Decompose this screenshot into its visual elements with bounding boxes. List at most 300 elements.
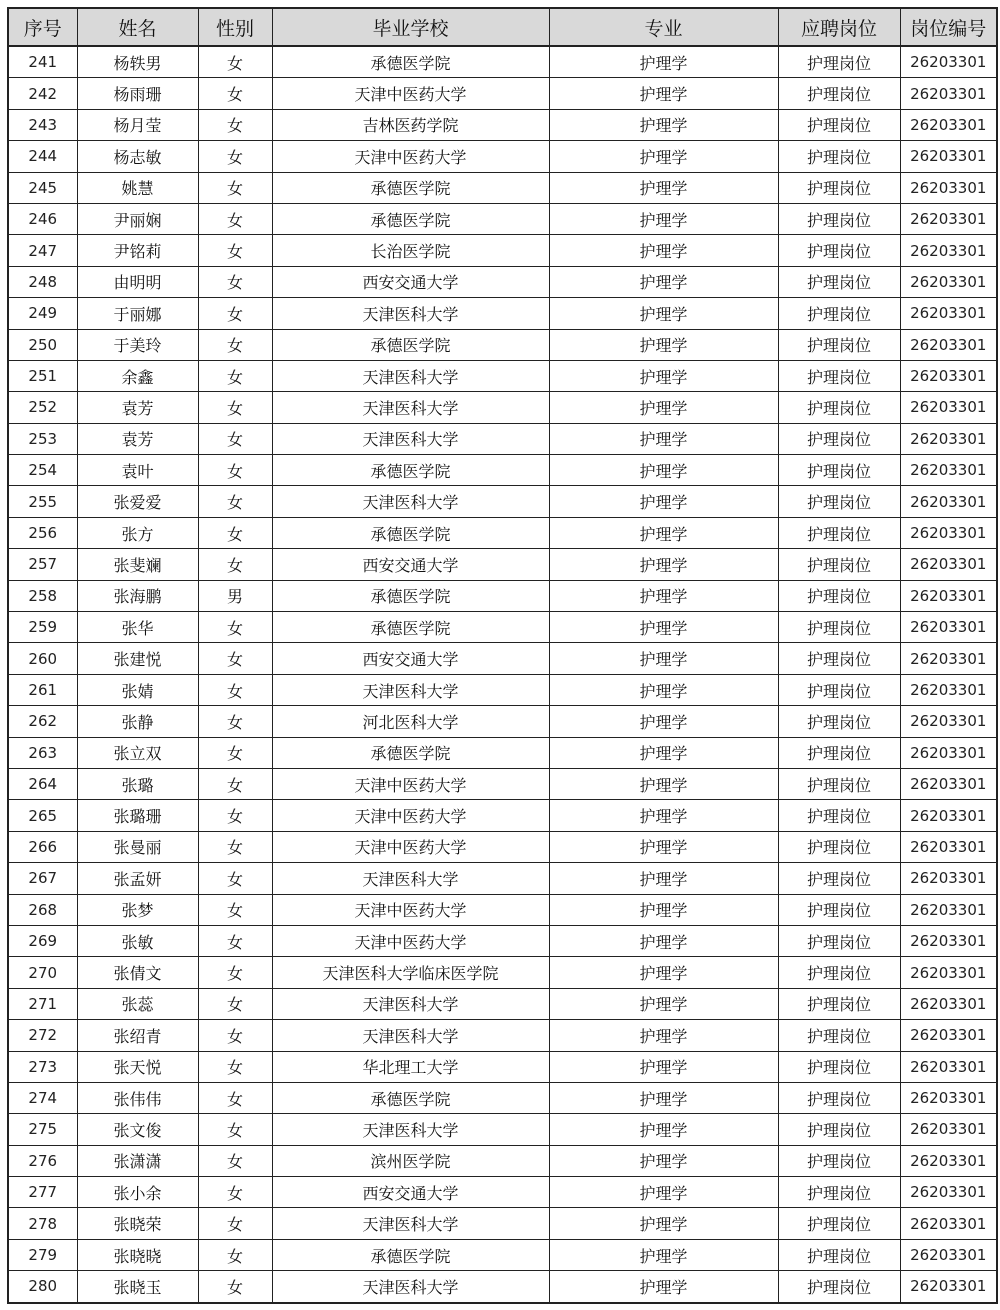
cell-serial-number: 248	[8, 266, 77, 297]
table-row	[8, 957, 997, 988]
cell-major: 护理学	[549, 329, 778, 360]
header-position-code: 岗位编号	[900, 8, 997, 46]
cell-major: 护理学	[549, 674, 778, 705]
table-row	[8, 706, 997, 737]
cell-serial-number: 278	[8, 1208, 77, 1239]
cell-serial-number: 263	[8, 737, 77, 768]
cell-name: 张天悦	[77, 1051, 198, 1082]
cell-major: 护理学	[549, 737, 778, 768]
cell-name: 张孟妍	[77, 863, 198, 894]
cell-position-code: 26203301	[900, 737, 997, 768]
cell-serial-number: 249	[8, 298, 77, 329]
cell-name: 尹丽娴	[77, 203, 198, 234]
cell-name: 杨月莹	[77, 109, 198, 140]
cell-position-code: 26203301	[900, 1020, 997, 1051]
cell-major: 护理学	[549, 1051, 778, 1082]
cell-name: 张婧	[77, 674, 198, 705]
cell-name: 张曼丽	[77, 831, 198, 862]
cell-serial-number: 261	[8, 674, 77, 705]
cell-serial-number: 243	[8, 109, 77, 140]
cell-position-code: 26203301	[900, 109, 997, 140]
cell-gender: 女	[198, 172, 272, 203]
cell-serial-number: 266	[8, 831, 77, 862]
cell-major: 护理学	[549, 46, 778, 78]
cell-position: 护理岗位	[778, 1082, 900, 1113]
cell-position: 护理岗位	[778, 580, 900, 611]
cell-gender: 女	[198, 392, 272, 423]
table-row	[8, 674, 997, 705]
cell-school: 长治医学院	[272, 235, 549, 266]
cell-major: 护理学	[549, 988, 778, 1019]
cell-major: 护理学	[549, 894, 778, 925]
cell-school: 天津中医药大学	[272, 894, 549, 925]
cell-position-code: 26203301	[900, 706, 997, 737]
cell-gender: 女	[198, 831, 272, 862]
cell-name: 姚慧	[77, 172, 198, 203]
cell-position: 护理岗位	[778, 298, 900, 329]
table-row	[8, 549, 997, 580]
cell-position: 护理岗位	[778, 455, 900, 486]
cell-position: 护理岗位	[778, 109, 900, 140]
cell-major: 护理学	[549, 957, 778, 988]
cell-name: 由明明	[77, 266, 198, 297]
cell-serial-number: 271	[8, 988, 77, 1019]
cell-name: 于丽娜	[77, 298, 198, 329]
table-row	[8, 1082, 997, 1113]
cell-serial-number: 258	[8, 580, 77, 611]
cell-name: 张蕊	[77, 988, 198, 1019]
cell-major: 护理学	[549, 203, 778, 234]
cell-serial-number: 279	[8, 1239, 77, 1270]
cell-name: 张晓荣	[77, 1208, 198, 1239]
cell-position: 护理岗位	[778, 925, 900, 956]
cell-position-code: 26203301	[900, 831, 997, 862]
cell-position: 护理岗位	[778, 674, 900, 705]
table-row	[8, 1020, 997, 1051]
cell-position-code: 26203301	[900, 517, 997, 548]
cell-serial-number: 247	[8, 235, 77, 266]
cell-school: 天津医科大学	[272, 1114, 549, 1145]
cell-gender: 女	[198, 674, 272, 705]
cell-serial-number: 272	[8, 1020, 77, 1051]
cell-position: 护理岗位	[778, 957, 900, 988]
table-row	[8, 392, 997, 423]
cell-gender: 女	[198, 612, 272, 643]
cell-position: 护理岗位	[778, 46, 900, 78]
table-row	[8, 1051, 997, 1082]
cell-major: 护理学	[549, 612, 778, 643]
cell-position-code: 26203301	[900, 1208, 997, 1239]
cell-name: 张华	[77, 612, 198, 643]
cell-school: 滨州医学院	[272, 1145, 549, 1176]
cell-school: 天津医科大学	[272, 863, 549, 894]
cell-gender: 女	[198, 925, 272, 956]
cell-name: 尹铭莉	[77, 235, 198, 266]
cell-serial-number: 267	[8, 863, 77, 894]
cell-gender: 男	[198, 580, 272, 611]
table-row	[8, 831, 997, 862]
cell-position: 护理岗位	[778, 517, 900, 548]
cell-major: 护理学	[549, 1145, 778, 1176]
cell-position-code: 26203301	[900, 455, 997, 486]
table-row	[8, 894, 997, 925]
cell-position-code: 26203301	[900, 360, 997, 391]
cell-serial-number: 256	[8, 517, 77, 548]
cell-name: 杨轶男	[77, 46, 198, 78]
table-row	[8, 768, 997, 799]
cell-position: 护理岗位	[778, 643, 900, 674]
table-row	[8, 580, 997, 611]
cell-position: 护理岗位	[778, 78, 900, 109]
cell-serial-number: 246	[8, 203, 77, 234]
cell-gender: 女	[198, 266, 272, 297]
cell-school: 承德医学院	[272, 612, 549, 643]
cell-position-code: 26203301	[900, 768, 997, 799]
table-row	[8, 517, 997, 548]
cell-name: 张海鹏	[77, 580, 198, 611]
table-row	[8, 298, 997, 329]
cell-gender: 女	[198, 1082, 272, 1113]
cell-position: 护理岗位	[778, 1239, 900, 1270]
cell-school: 承德医学院	[272, 580, 549, 611]
header-position: 应聘岗位	[778, 8, 900, 46]
cell-position: 护理岗位	[778, 1177, 900, 1208]
table-row	[8, 1271, 997, 1303]
table-row	[8, 266, 997, 297]
cell-serial-number: 250	[8, 329, 77, 360]
cell-name: 袁芳	[77, 392, 198, 423]
cell-major: 护理学	[549, 78, 778, 109]
cell-school: 天津医科大学	[272, 298, 549, 329]
cell-school: 河北医科大学	[272, 706, 549, 737]
cell-name: 张静	[77, 706, 198, 737]
cell-school: 西安交通大学	[272, 549, 549, 580]
cell-position-code: 26203301	[900, 925, 997, 956]
cell-position-code: 26203301	[900, 203, 997, 234]
cell-gender: 女	[198, 988, 272, 1019]
cell-position-code: 26203301	[900, 298, 997, 329]
candidate-table	[7, 7, 998, 1304]
cell-major: 护理学	[549, 768, 778, 799]
cell-school: 天津医科大学	[272, 423, 549, 454]
cell-school: 承德医学院	[272, 172, 549, 203]
table-row	[8, 737, 997, 768]
cell-major: 护理学	[549, 486, 778, 517]
cell-name: 杨雨珊	[77, 78, 198, 109]
cell-serial-number: 260	[8, 643, 77, 674]
cell-school: 承德医学院	[272, 455, 549, 486]
cell-gender: 女	[198, 549, 272, 580]
cell-major: 护理学	[549, 706, 778, 737]
cell-position-code: 26203301	[900, 988, 997, 1019]
cell-serial-number: 264	[8, 768, 77, 799]
cell-gender: 女	[198, 298, 272, 329]
cell-serial-number: 273	[8, 1051, 77, 1082]
cell-position-code: 26203301	[900, 957, 997, 988]
cell-gender: 女	[198, 46, 272, 78]
cell-name: 张晓晓	[77, 1239, 198, 1270]
cell-position: 护理岗位	[778, 894, 900, 925]
cell-gender: 女	[198, 957, 272, 988]
table-row	[8, 46, 997, 78]
cell-gender: 女	[198, 643, 272, 674]
cell-position: 护理岗位	[778, 988, 900, 1019]
cell-position-code: 26203301	[900, 863, 997, 894]
cell-serial-number: 255	[8, 486, 77, 517]
cell-serial-number: 268	[8, 894, 77, 925]
cell-major: 护理学	[549, 235, 778, 266]
table-row	[8, 1145, 997, 1176]
cell-serial-number: 254	[8, 455, 77, 486]
table-row	[8, 1208, 997, 1239]
cell-position-code: 26203301	[900, 800, 997, 831]
cell-position: 护理岗位	[778, 706, 900, 737]
cell-serial-number: 270	[8, 957, 77, 988]
table-row	[8, 612, 997, 643]
cell-position: 护理岗位	[778, 1020, 900, 1051]
cell-gender: 女	[198, 894, 272, 925]
table-row	[8, 141, 997, 172]
cell-name: 于美玲	[77, 329, 198, 360]
cell-school: 天津中医药大学	[272, 768, 549, 799]
cell-position-code: 26203301	[900, 141, 997, 172]
cell-serial-number: 259	[8, 612, 77, 643]
cell-name: 张爱爱	[77, 486, 198, 517]
table-row	[8, 78, 997, 109]
cell-school: 天津医科大学	[272, 1020, 549, 1051]
cell-school: 吉林医药学院	[272, 109, 549, 140]
cell-serial-number: 269	[8, 925, 77, 956]
cell-serial-number: 242	[8, 78, 77, 109]
cell-major: 护理学	[549, 549, 778, 580]
cell-position-code: 26203301	[900, 580, 997, 611]
cell-gender: 女	[198, 1271, 272, 1303]
cell-major: 护理学	[549, 172, 778, 203]
cell-position: 护理岗位	[778, 1114, 900, 1145]
cell-position: 护理岗位	[778, 831, 900, 862]
header-serial-number: 序号	[8, 8, 77, 46]
cell-name: 余鑫	[77, 360, 198, 391]
cell-school: 天津医科大学	[272, 486, 549, 517]
cell-school: 承德医学院	[272, 329, 549, 360]
cell-gender: 女	[198, 768, 272, 799]
cell-major: 护理学	[549, 109, 778, 140]
cell-position-code: 26203301	[900, 643, 997, 674]
roster-sheet	[7, 7, 998, 1304]
cell-major: 护理学	[549, 455, 778, 486]
cell-major: 护理学	[549, 863, 778, 894]
cell-major: 护理学	[549, 1020, 778, 1051]
cell-name: 张敏	[77, 925, 198, 956]
cell-school: 西安交通大学	[272, 1177, 549, 1208]
table-row	[8, 925, 997, 956]
cell-school: 天津中医药大学	[272, 141, 549, 172]
cell-school: 天津中医药大学	[272, 78, 549, 109]
cell-gender: 女	[198, 1051, 272, 1082]
cell-position: 护理岗位	[778, 549, 900, 580]
cell-name: 张绍青	[77, 1020, 198, 1051]
cell-major: 护理学	[549, 392, 778, 423]
cell-gender: 女	[198, 423, 272, 454]
cell-name: 张立双	[77, 737, 198, 768]
cell-position-code: 26203301	[900, 235, 997, 266]
cell-position-code: 26203301	[900, 1177, 997, 1208]
cell-serial-number: 274	[8, 1082, 77, 1113]
cell-name: 张小余	[77, 1177, 198, 1208]
cell-school: 天津中医药大学	[272, 800, 549, 831]
cell-gender: 女	[198, 1177, 272, 1208]
cell-name: 杨志敏	[77, 141, 198, 172]
cell-school: 西安交通大学	[272, 643, 549, 674]
cell-school: 天津医科大学	[272, 674, 549, 705]
cell-name: 袁芳	[77, 423, 198, 454]
cell-name: 张方	[77, 517, 198, 548]
cell-major: 护理学	[549, 517, 778, 548]
cell-name: 张晓玉	[77, 1271, 198, 1303]
cell-gender: 女	[198, 486, 272, 517]
cell-position: 护理岗位	[778, 1271, 900, 1303]
cell-serial-number: 275	[8, 1114, 77, 1145]
cell-position-code: 26203301	[900, 172, 997, 203]
cell-name: 张倩文	[77, 957, 198, 988]
cell-serial-number: 277	[8, 1177, 77, 1208]
cell-position: 护理岗位	[778, 235, 900, 266]
cell-school: 天津医科大学	[272, 392, 549, 423]
cell-serial-number: 252	[8, 392, 77, 423]
cell-name: 张梦	[77, 894, 198, 925]
cell-gender: 女	[198, 1208, 272, 1239]
table-row	[8, 455, 997, 486]
cell-school: 天津中医药大学	[272, 831, 549, 862]
cell-position-code: 26203301	[900, 674, 997, 705]
cell-major: 护理学	[549, 925, 778, 956]
cell-name: 张潇潇	[77, 1145, 198, 1176]
table-row	[8, 329, 997, 360]
cell-name: 张文俊	[77, 1114, 198, 1145]
cell-position-code: 26203301	[900, 392, 997, 423]
cell-major: 护理学	[549, 1114, 778, 1145]
cell-gender: 女	[198, 1239, 272, 1270]
cell-school: 承德医学院	[272, 46, 549, 78]
cell-position: 护理岗位	[778, 737, 900, 768]
table-row	[8, 1239, 997, 1270]
cell-name: 张建悦	[77, 643, 198, 674]
cell-serial-number: 280	[8, 1271, 77, 1303]
cell-position: 护理岗位	[778, 392, 900, 423]
table-row	[8, 800, 997, 831]
cell-major: 护理学	[549, 1239, 778, 1270]
table-body	[8, 46, 997, 1303]
cell-gender: 女	[198, 1145, 272, 1176]
cell-position: 护理岗位	[778, 329, 900, 360]
header-school: 毕业学校	[272, 8, 549, 46]
cell-position: 护理岗位	[778, 423, 900, 454]
cell-gender: 女	[198, 1114, 272, 1145]
cell-position-code: 26203301	[900, 78, 997, 109]
cell-name: 张璐	[77, 768, 198, 799]
cell-position: 护理岗位	[778, 768, 900, 799]
cell-school: 天津医科大学	[272, 360, 549, 391]
cell-serial-number: 241	[8, 46, 77, 78]
cell-position-code: 26203301	[900, 46, 997, 78]
cell-school: 承德医学院	[272, 203, 549, 234]
cell-gender: 女	[198, 863, 272, 894]
cell-major: 护理学	[549, 1082, 778, 1113]
cell-position: 护理岗位	[778, 1208, 900, 1239]
cell-position: 护理岗位	[778, 141, 900, 172]
cell-serial-number: 257	[8, 549, 77, 580]
table-row	[8, 1114, 997, 1145]
cell-position: 护理岗位	[778, 360, 900, 391]
cell-position-code: 26203301	[900, 1051, 997, 1082]
table-row	[8, 988, 997, 1019]
table-row	[8, 109, 997, 140]
cell-position-code: 26203301	[900, 1114, 997, 1145]
cell-name: 张斐斓	[77, 549, 198, 580]
cell-major: 护理学	[549, 643, 778, 674]
cell-school: 承德医学院	[272, 1239, 549, 1270]
cell-school: 承德医学院	[272, 517, 549, 548]
cell-gender: 女	[198, 800, 272, 831]
table-row	[8, 360, 997, 391]
cell-gender: 女	[198, 141, 272, 172]
cell-position-code: 26203301	[900, 486, 997, 517]
cell-school: 承德医学院	[272, 737, 549, 768]
cell-school: 天津医科大学	[272, 988, 549, 1019]
cell-school: 西安交通大学	[272, 266, 549, 297]
cell-gender: 女	[198, 737, 272, 768]
cell-position-code: 26203301	[900, 266, 997, 297]
table-row	[8, 235, 997, 266]
cell-major: 护理学	[549, 423, 778, 454]
cell-serial-number: 276	[8, 1145, 77, 1176]
cell-school: 天津医科大学	[272, 1208, 549, 1239]
cell-serial-number: 265	[8, 800, 77, 831]
table-row	[8, 863, 997, 894]
cell-serial-number: 244	[8, 141, 77, 172]
cell-gender: 女	[198, 329, 272, 360]
cell-major: 护理学	[549, 831, 778, 862]
table-row	[8, 172, 997, 203]
cell-position-code: 26203301	[900, 1082, 997, 1113]
cell-major: 护理学	[549, 580, 778, 611]
cell-gender: 女	[198, 78, 272, 109]
cell-major: 护理学	[549, 360, 778, 391]
cell-major: 护理学	[549, 298, 778, 329]
cell-name: 袁叶	[77, 455, 198, 486]
cell-major: 护理学	[549, 1177, 778, 1208]
cell-gender: 女	[198, 235, 272, 266]
cell-position: 护理岗位	[778, 612, 900, 643]
cell-gender: 女	[198, 706, 272, 737]
cell-name: 张伟伟	[77, 1082, 198, 1113]
cell-school: 天津医科大学	[272, 1271, 549, 1303]
cell-serial-number: 251	[8, 360, 77, 391]
cell-position: 护理岗位	[778, 203, 900, 234]
header-gender: 性别	[198, 8, 272, 46]
cell-position-code: 26203301	[900, 1239, 997, 1270]
header-major: 专业	[549, 8, 778, 46]
cell-major: 护理学	[549, 141, 778, 172]
cell-position: 护理岗位	[778, 863, 900, 894]
cell-position: 护理岗位	[778, 1051, 900, 1082]
cell-school: 天津中医药大学	[272, 925, 549, 956]
cell-position-code: 26203301	[900, 329, 997, 360]
cell-school: 承德医学院	[272, 1082, 549, 1113]
cell-gender: 女	[198, 109, 272, 140]
cell-name: 张璐珊	[77, 800, 198, 831]
cell-position-code: 26203301	[900, 1271, 997, 1303]
